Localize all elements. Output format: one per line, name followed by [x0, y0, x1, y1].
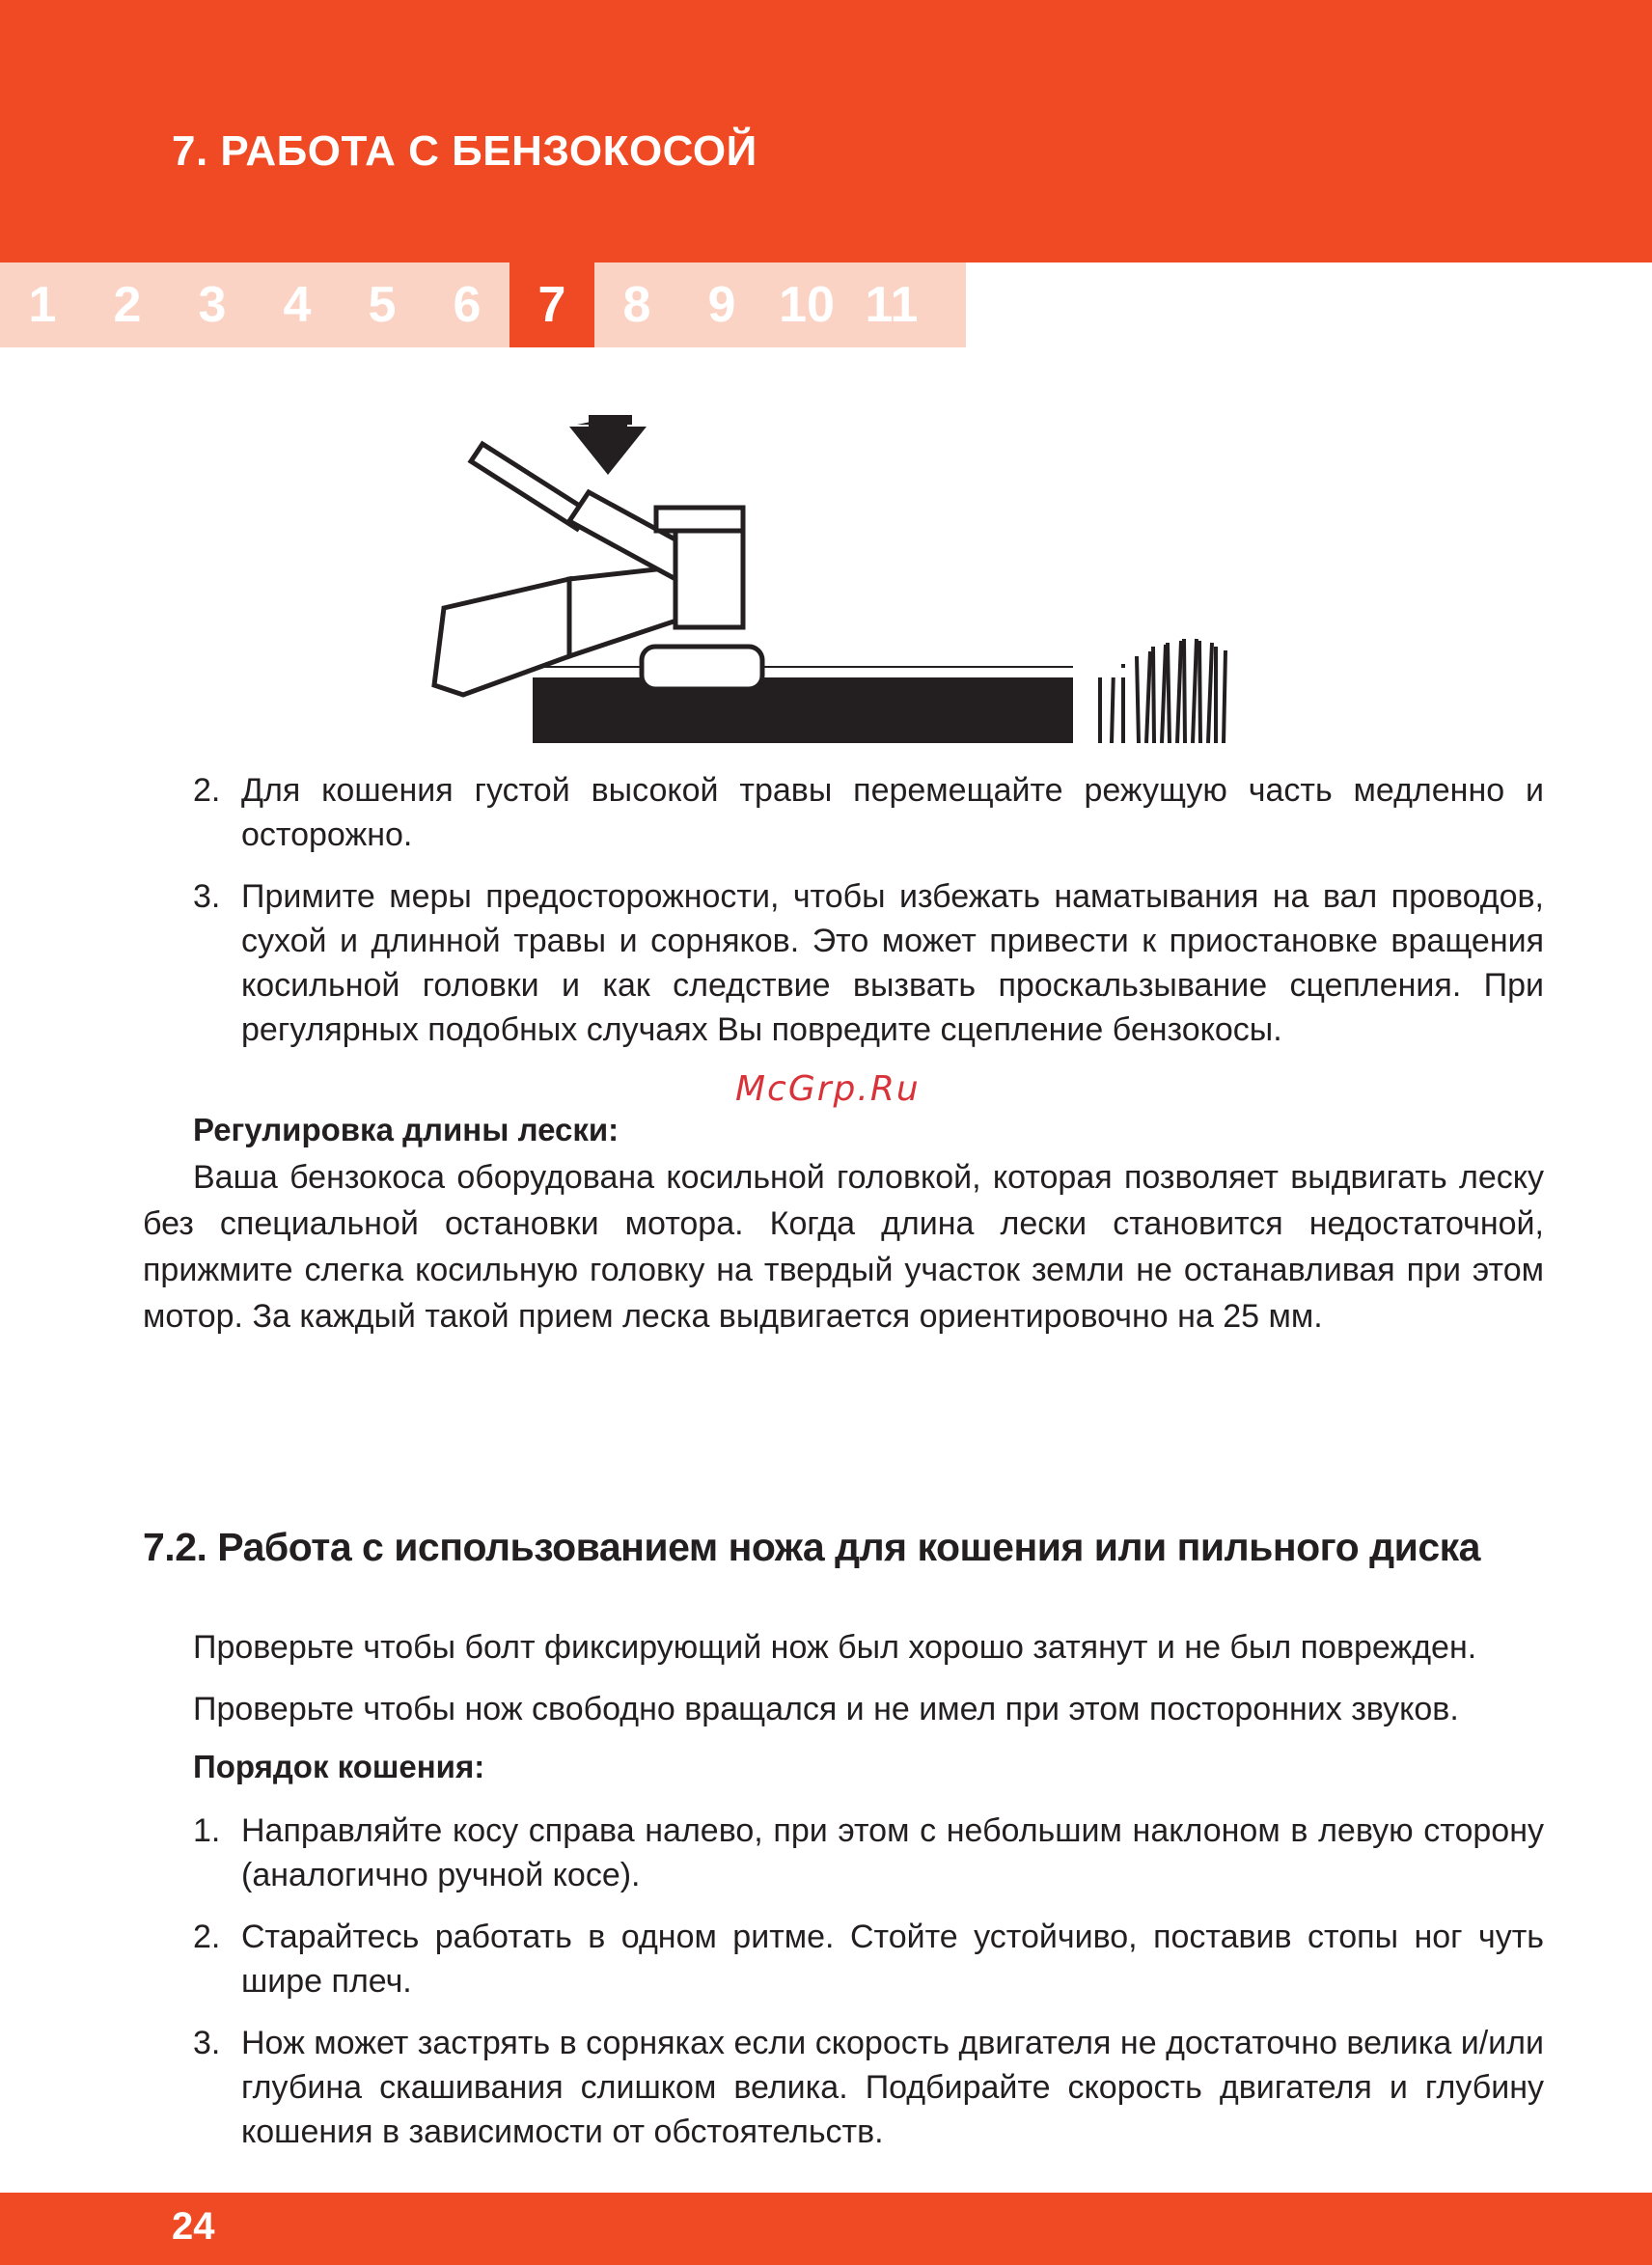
- chapter-tab-8[interactable]: 8: [622, 277, 651, 333]
- trimmer-head-base: [656, 689, 743, 708]
- chapter-tab-11[interactable]: 11: [865, 277, 919, 333]
- footer-band: [0, 2193, 1652, 2265]
- list-item: 2. Для кошения густой высокой травы перемещайте режущую часть медленно и осторожно.: [193, 772, 1544, 853]
- list-cutting-tips: [193, 768, 1544, 1069]
- list-item: 3. Нож может застрять в сорняках если скорость двигателя не достаточно велика и/или глубина скашивания слишком велика. Подбирайте скорость двигателя и глубину кошения в зависимости от обстоятельств.: [193, 2025, 1544, 2150]
- chapter-title: 7. РАБОТА С БЕНЗОКОСОЙ: [172, 127, 757, 175]
- gearbox-top: [656, 508, 743, 531]
- chapter-nav-strip: [0, 262, 966, 347]
- list-item: 2. Старайтесь работать в одном ритме. Стойте устойчиво, поставив стопы ног чуть шире плеч.: [193, 1919, 1544, 2000]
- chapter-tab-7-active[interactable]: 7: [509, 262, 594, 347]
- chapter-tab-9[interactable]: 9: [707, 277, 736, 333]
- watermark-text: McGrp.Ru: [735, 1069, 921, 1109]
- chapter-tab-4[interactable]: 4: [283, 277, 312, 333]
- gearbox: [675, 521, 743, 627]
- chapter-tab-2[interactable]: 2: [113, 277, 142, 333]
- list-mowing-order: [193, 1809, 1544, 2171]
- chapter-tab-1[interactable]: 1: [28, 277, 57, 333]
- chapter-tab-5[interactable]: 5: [368, 277, 397, 333]
- grass-right: [1100, 639, 1225, 743]
- list-item: 1. Направляйте косу справа налево, при этом с небольшим наклоном в левую сторону (аналогично ручной косе).: [193, 1812, 1544, 1893]
- line-adjust-heading: Регулировка длины лески:: [193, 1112, 620, 1147]
- chapter-tab-3[interactable]: 3: [198, 277, 227, 333]
- order-heading: Порядок кошения:: [193, 1749, 485, 1784]
- check-bolt-line: Проверьте чтобы болт фиксирующий нож был хорошо затянут и не был поврежден.: [193, 1629, 1477, 1666]
- down-arrow-icon: [569, 427, 647, 475]
- check-blade-line: Проверьте чтобы нож свободно вращался и не имел при этом посторонних звуков.: [193, 1691, 1459, 1727]
- section-title: 7.2. Работа с использованием ножа для кошения или пильного диска: [143, 1525, 1480, 1569]
- trimmer-head: [642, 647, 762, 689]
- chapter-tab-10[interactable]: 10: [779, 277, 835, 333]
- page-number: 24: [172, 2205, 215, 2248]
- trimmer-illustration: [425, 415, 1245, 753]
- chapter-tab-6[interactable]: 6: [453, 277, 482, 333]
- cut-line: [533, 668, 1131, 677]
- chapter-nav: [0, 262, 1652, 347]
- list-item: 3. Примите меры предосторожности, чтобы избежать наматывания на вал проводов, сухой и длинной травы и сорняков. Это может привести к приостановке вращения косильной головки и как следствие вызвать проскальзывание сцепления. При регулярных подобных случаях Вы повредите сцепление бензокосы.: [193, 878, 1544, 1048]
- chapter-nav-fill: [934, 262, 966, 347]
- line-adjust-paragraph: Ваша бензокоса оборудована косильной головкой, которая позволяет выдвигать леску без специальной остановки мотора. Когда длина лески становится недостаточной, прижмите слегка косильную головку на твердый участок земли не останавливая при этом мотор. За каждый такой прием леска выдвигается ориентировочно на 25 мм.: [143, 1159, 1544, 1335]
- arrow-shaft: [589, 415, 627, 430]
